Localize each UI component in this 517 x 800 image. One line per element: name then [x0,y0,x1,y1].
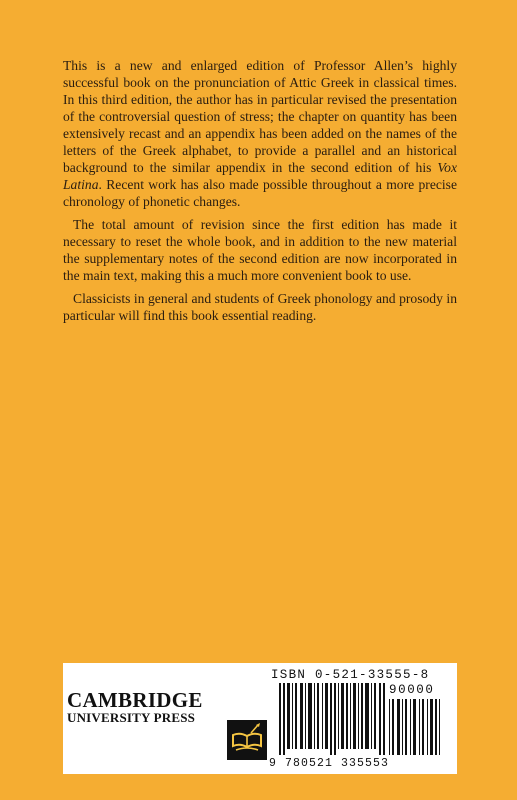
isbn-number: ISBN 0-521-33555-8 [271,668,430,682]
back-cover-blurb [63,57,457,330]
blurb-p1-text-b: . Recent work has also made possible throughout a more precise chronology of phonetic changes. [63,177,457,209]
open-book-icon [227,720,267,760]
ean-barcode [279,683,385,755]
blurb-p1-text-a: This is a new and enlarged edition of Professor Allen’s highly successful book on the pronunciation of Attic Greek in classical times. In this third edition, the author has in particular revised the presentation of the controversial question of stress; the chapter on quantity has been extensively recast and an appendix has been added on the names of the letters of the Greek alphabet, to provide a parallel and an historical background to the similar appendix in the second edition of his [63,58,457,175]
publisher-name: CAMBRIDGE [67,688,203,712]
price-code: 90000 [389,683,435,697]
ean-digits: 9 780521 335553 [269,757,390,770]
blurb-paragraph-2: The total amount of revision since the first edition has made it necessary to reset the whole book, and in addition to the new material the supplementary notes of the second edition are now incorporated in the main text, making this a much more convenient book to use. [63,217,457,283]
publisher-logo-text [67,689,203,725]
price-barcode [389,699,441,755]
publisher-subname: UNIVERSITY PRESS [67,710,196,725]
blurb-paragraph-3: Classicists in general and students of Greek phonology and prosody in particular will find this book essential reading. [63,291,457,323]
barcode-panel [63,663,457,774]
blurb-paragraph-1 [63,57,457,210]
book-title-vox-latina: Vox Latina [63,160,457,192]
